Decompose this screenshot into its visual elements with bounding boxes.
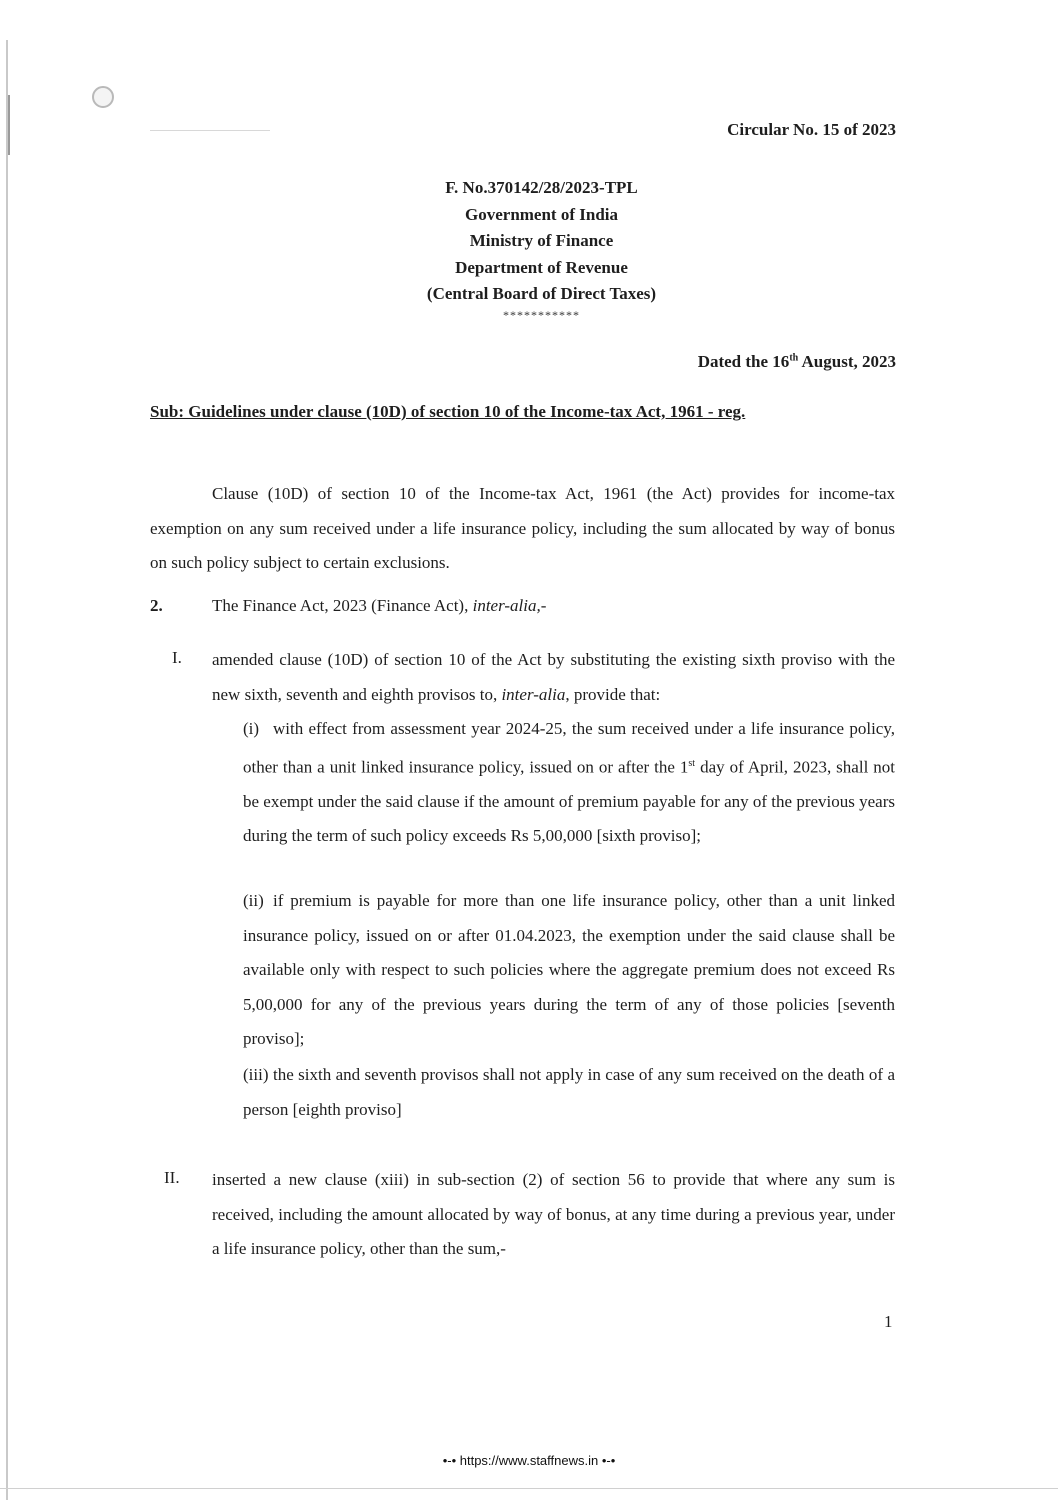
org-department: Department of Revenue bbox=[455, 257, 628, 277]
date-line bbox=[698, 352, 896, 372]
date-ordinal: th bbox=[789, 352, 799, 364]
sub-item-i-text bbox=[243, 712, 895, 854]
footer-source-link[interactable]: •-• https://www.staffnews.in •-• bbox=[442, 1453, 616, 1468]
item-I-end: , provide that: bbox=[565, 684, 661, 704]
paragraph-2-number: 2. bbox=[150, 596, 163, 615]
scan-edge-mark bbox=[8, 95, 10, 155]
sub-item-i-label: (i) bbox=[243, 719, 260, 738]
sub-item-i-ordinal: st bbox=[688, 757, 696, 769]
sub-item-i-text-a: with effect from assessment year 2024-25, the sum received under a life insurance policy, other than a unit linked insurance policy, issued on or after the 1 bbox=[243, 719, 895, 777]
punch-hole bbox=[92, 86, 114, 108]
paragraph-1: Clause (10D) of section 10 of the Income-tax Act, 1961 (the Act) provides for income-tax exemption on any sum received under a life insurance policy, including the sum allocated by way of bonus on such policy subject to certain exclusions. bbox=[150, 484, 895, 572]
sub-item-iii-text: the sixth and seventh provisos shall not apply in case of any sum received on the death of a person [eighth proviso] bbox=[243, 1065, 895, 1119]
item-I-label: I. bbox=[172, 648, 182, 667]
paragraph-2-lead: The Finance Act, 2023 (Finance Act), bbox=[212, 596, 473, 615]
paragraph-2-italic: inter-alia,- bbox=[472, 596, 547, 615]
header-block bbox=[0, 175, 1058, 322]
date-prefix: Dated the 16 bbox=[697, 352, 790, 371]
org-government: Government of India bbox=[465, 204, 618, 224]
page-number: 1 bbox=[884, 1312, 893, 1331]
sub-item-ii-label: (ii) bbox=[243, 891, 264, 910]
scan-artifact-rule bbox=[150, 130, 270, 131]
item-II-label: II. bbox=[164, 1168, 180, 1187]
date-suffix: August, 2023 bbox=[798, 352, 896, 371]
item-I-lead: amended clause (10D) of section 10 of the Act by substituting the existing sixth proviso with the new sixth, seventh and eighth provisos to, bbox=[212, 650, 895, 704]
sub-item-iii-label: (iii) bbox=[243, 1065, 269, 1084]
item-II-text: inserted a new clause (xiii) in sub-section (2) of section 56 to provide that where any sum is received, including the amount allocated by way of bonus, at any time during a previous year, under a life insurance policy, other than the sum,- bbox=[212, 1170, 895, 1258]
paragraph-2-text bbox=[212, 596, 546, 616]
item-I-italic: inter-alia bbox=[501, 684, 566, 704]
file-number: F. No.370142/28/2023-TPL bbox=[445, 178, 638, 197]
sub-item-ii-text: if premium is payable for more than one life insurance policy, other than a unit linked insurance policy, issued on or after 01.04.2023, the exemption under the said clause shall be available only with respect to such policies where the aggregate premium does not exceed Rs 5,00,000 for any of the previous years during the term of any of those policies [seventh proviso]; bbox=[243, 891, 895, 1048]
sub-item-i-text-b: day of April, 2023, shall not be exempt under the said clause if the amount of premium payable for any of the previous years during the term of such policy exceeds Rs 5,00,000 [sixth proviso]; bbox=[243, 757, 895, 846]
subject-line: Sub: Guidelines under clause (10D) of section 10 of the Income-tax Act, 1961 - reg. bbox=[150, 402, 746, 421]
org-board: (Central Board of Direct Taxes) bbox=[426, 284, 657, 303]
header-separator: *********** bbox=[503, 307, 580, 322]
org-ministry: Ministry of Finance bbox=[469, 231, 614, 250]
item-I-text bbox=[212, 643, 895, 712]
circular-number: Circular No. 15 of 2023 bbox=[727, 120, 896, 139]
scan-bottom-edge bbox=[0, 1488, 1058, 1489]
